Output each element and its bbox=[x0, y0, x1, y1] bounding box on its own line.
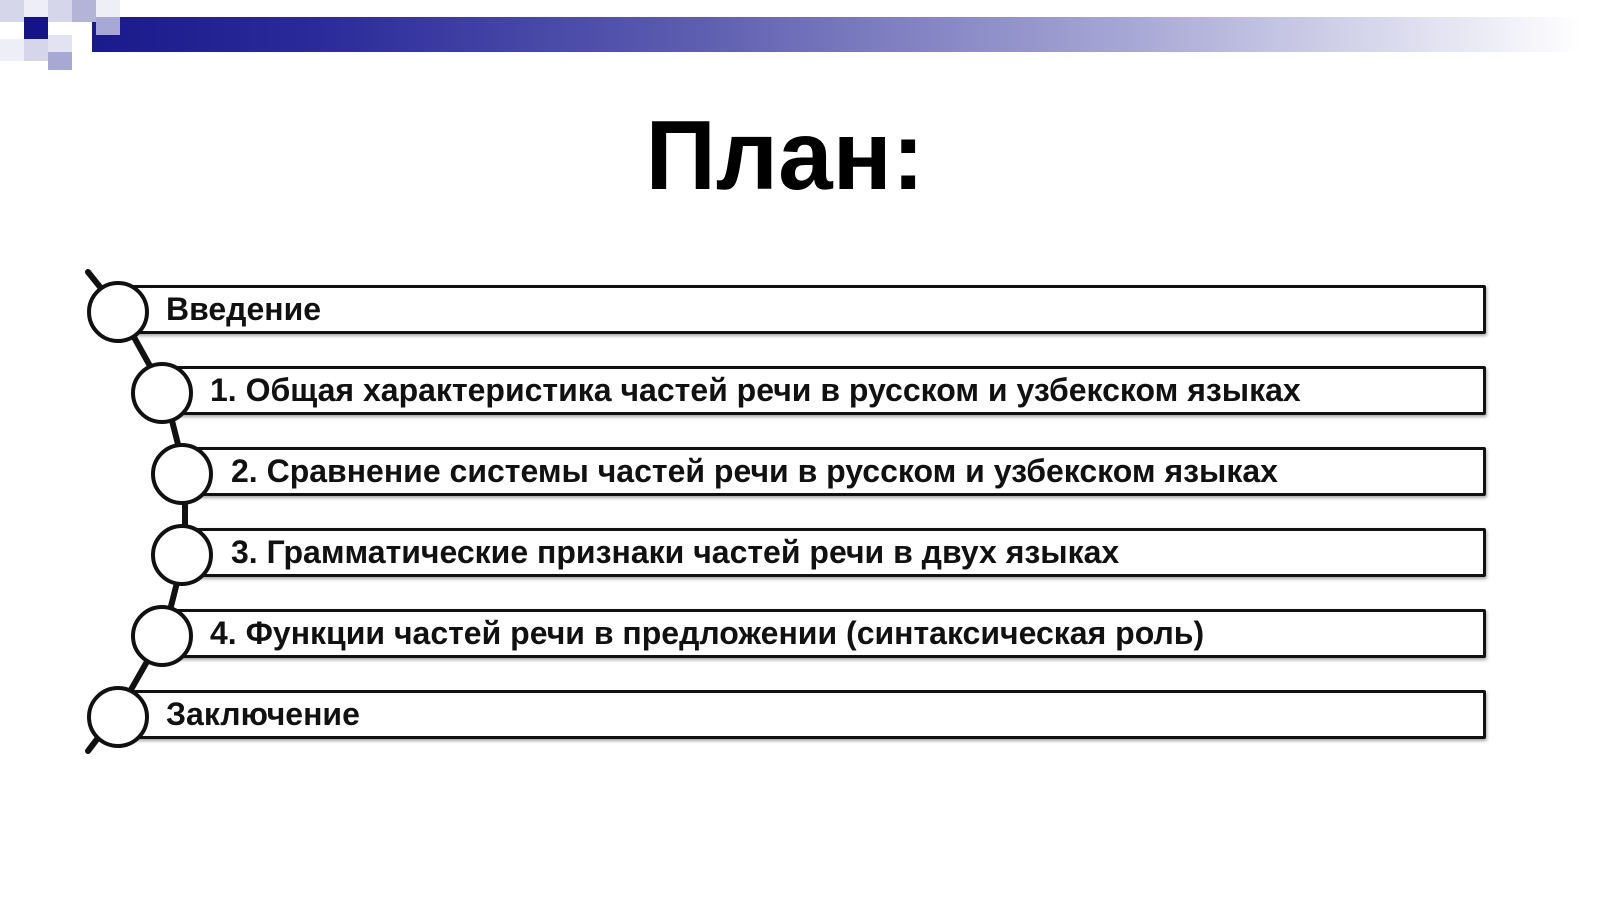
plan-item-conclusion bbox=[117, 690, 1486, 739]
plan-item-marker bbox=[151, 443, 213, 505]
plan-item-label: 4. Функции частей речи в предложении (синтаксическая роль) bbox=[210, 615, 1205, 651]
timeline-line bbox=[88, 272, 185, 751]
plan-item-marker bbox=[151, 524, 213, 586]
plan-item-marker bbox=[87, 686, 149, 748]
slide-title: План: bbox=[645, 100, 925, 210]
plan-item-3 bbox=[182, 528, 1486, 577]
plan-item-label: 3. Грамматические признаки частей речи в двух языках bbox=[231, 534, 1120, 570]
plan-item-4 bbox=[162, 609, 1486, 658]
plan-item-label: 2. Сравнение системы частей речи в русском и узбекском языках bbox=[231, 453, 1278, 489]
plan-item-label: Заключение bbox=[166, 696, 360, 732]
plan-item-2 bbox=[182, 447, 1486, 496]
plan-item-label: 1. Общая характеристика частей речи в русском и узбекском языках bbox=[210, 372, 1301, 408]
plan-item-marker bbox=[87, 281, 149, 343]
plan-item-intro bbox=[117, 285, 1486, 334]
plan-item-1 bbox=[162, 366, 1486, 415]
plan-item-marker bbox=[131, 605, 193, 667]
plan-item-label: Введение bbox=[166, 291, 322, 327]
plan-item-marker bbox=[131, 362, 193, 424]
